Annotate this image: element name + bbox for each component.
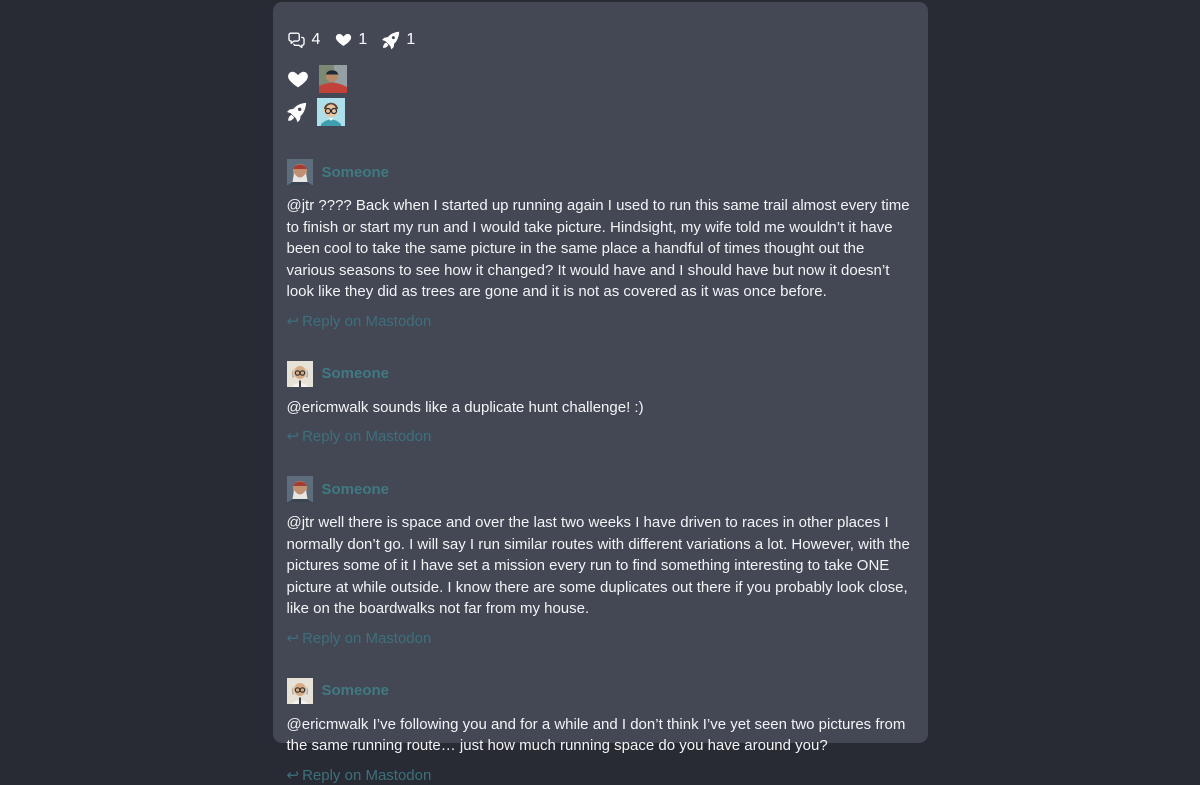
heart-icon xyxy=(287,68,309,90)
comment-text: @ericmwalk sounds like a duplicate hunt challenge! :) xyxy=(286,398,644,416)
post-comments-panel xyxy=(273,2,928,784)
rocket-icon xyxy=(287,102,307,122)
reply-arrow-icon: ↩ xyxy=(286,428,300,445)
boosts-count: 1 xyxy=(406,30,416,48)
replies-count: 4 xyxy=(311,30,321,48)
page xyxy=(0,2,1200,784)
comment-text: @jtr ???? Back when I started up running again I used to run this same trail almost every time to finish or start my run and I would take picture. Hindsight, my wife told me wouldn’t it have been cool to take the same picture in the same place a handful of times thought out the various seasons to see how it changed? It would have and I should have but now it doesn’t look like they did as trees are gone and it is not as covered as it was once before. xyxy=(286,197,910,300)
reply-on-mastodon-link[interactable] xyxy=(287,427,432,445)
reply-link-label: Reply on Mastodon xyxy=(302,629,432,647)
reply-arrow-icon: ↩ xyxy=(286,312,300,330)
comment-author: Someone xyxy=(321,480,390,498)
reply-link-label: Reply on Mastodon xyxy=(302,766,432,784)
comment-header xyxy=(287,476,912,502)
commenter-avatar-cartoon-old-man[interactable] xyxy=(287,361,313,387)
reply-on-mastodon-link[interactable] xyxy=(287,766,432,784)
comment-header xyxy=(287,361,912,387)
commenter-avatar-white-bearded-man[interactable] xyxy=(287,159,313,185)
boosts-row xyxy=(287,98,912,126)
comments-icon xyxy=(287,30,306,49)
reply-link-label: Reply on Mastodon xyxy=(302,312,432,330)
booster-avatar-cartoon-man-with-glasses[interactable] xyxy=(317,98,345,126)
commenter-avatar-cartoon-old-man[interactable] xyxy=(287,678,313,704)
post-stats xyxy=(287,30,912,49)
comments-list xyxy=(287,159,912,785)
reply-on-mastodon-link[interactable] xyxy=(287,312,432,330)
replies-stat xyxy=(287,30,321,49)
comment-text: @ericmwalk I’ve following you and for a while and I don’t think I’ve yet seen two pictures from the same running route… just how much running space do you have around you? xyxy=(286,715,906,754)
likes-row xyxy=(287,65,912,93)
rocket-icon xyxy=(382,31,400,49)
comment-author: Someone xyxy=(321,365,390,382)
reply-link-label: Reply on Mastodon xyxy=(302,428,432,445)
commenter-avatar-white-bearded-man[interactable] xyxy=(287,476,313,502)
comment xyxy=(287,361,912,447)
comment-text: @jtr well there is space and over the last two weeks I have driven to races in other places I normally don’t go. I will say I run similar routes with different variations a lot. However, with the pictures some of it I have set a mission every run to find something interesting to take ONE picture at while outside. I know there are some duplicates out there if you probably look close, like on the boardwalks not far from my house. xyxy=(286,514,910,617)
comment xyxy=(287,476,912,648)
comment xyxy=(287,678,912,785)
comment-author: Someone xyxy=(321,682,390,699)
heart-icon xyxy=(335,31,352,48)
comment-header xyxy=(287,678,912,704)
reply-arrow-icon: ↩ xyxy=(286,766,300,784)
comment-author: Someone xyxy=(321,163,390,181)
boosts-stat xyxy=(382,31,415,49)
comment xyxy=(287,159,912,331)
likes-stat xyxy=(335,31,367,49)
reply-on-mastodon-link[interactable] xyxy=(287,629,432,647)
reply-arrow-icon: ↩ xyxy=(286,629,300,647)
liker-avatar-man-in-red-shirt[interactable] xyxy=(319,65,347,93)
comment-header xyxy=(287,159,912,185)
likes-count: 1 xyxy=(358,30,368,48)
